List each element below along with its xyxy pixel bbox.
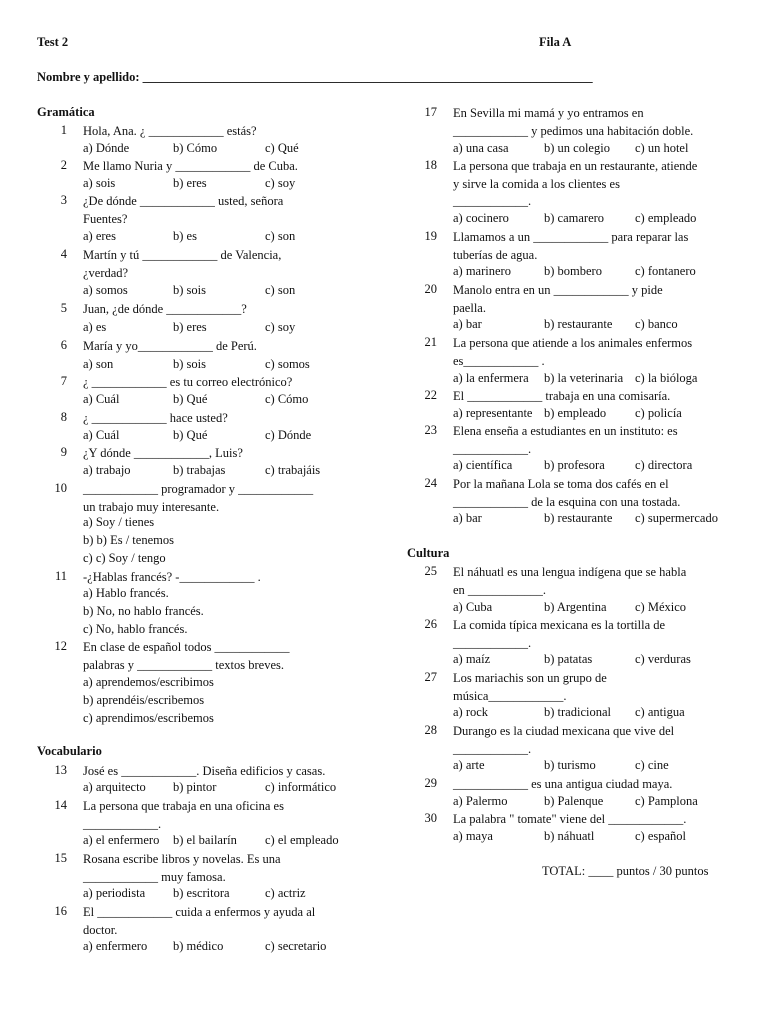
question-text: -¿Hablas francés? -____________ . [83,570,261,584]
question-text: ____________ y pedimos una habitación doble. [453,123,694,138]
question-number: 16 [54,904,67,918]
answer-option[interactable]: b) el bailarín [173,833,237,847]
answer-option[interactable]: a) somos [83,283,128,297]
answer-option[interactable]: a) eres [83,229,116,243]
answer-option[interactable]: c) el empleado [265,833,339,847]
answer-option[interactable]: b) sois [173,357,206,371]
question-text: música____________. [453,688,567,703]
answer-option[interactable]: a) cocinero [453,211,509,225]
answer-option[interactable]: c) Cómo [265,392,309,406]
answer-option[interactable]: b) Qué [173,392,208,406]
answer-option[interactable]: a) enfermero [83,939,148,953]
question-number: 9 [60,445,67,459]
answer-option[interactable]: b) turismo [544,758,596,772]
question-number: 7 [60,374,67,388]
question-text: Los mariachis son un grupo de [453,671,607,685]
answer-option[interactable]: b) b) Es / tenemos [83,532,174,547]
question-text: y sirve la comida a los clientes es [453,176,620,191]
answer-option[interactable]: a) Cuál [83,392,120,406]
answer-option[interactable]: c) Qué [265,141,299,155]
question-text: Durango es la ciudad mexicana que vive del [453,724,675,738]
page-header [37,35,737,51]
question-text: Llamamos a un ____________ para reparar las [453,230,689,244]
answer-option[interactable]: b) escritora [173,886,230,900]
answer-option[interactable]: b) sois [173,283,206,297]
answer-option[interactable]: c) Dónde [265,428,312,442]
question-text: La persona que atiende a los animales enfermos [453,336,693,350]
answer-option[interactable]: c) aprendimos/escribemos [83,710,214,725]
answer-option[interactable]: a) una casa [453,141,509,155]
answer-option[interactable]: a) Cuál [83,428,120,442]
answer-option[interactable]: a) marinero [453,264,511,278]
answer-option[interactable]: b) bombero [544,264,602,278]
question-number: 26 [424,617,437,631]
question-number: 22 [424,388,437,402]
question-text: Me llamo Nuria y ____________ de Cuba. [83,159,298,173]
answer-option[interactable]: a) Dónde [83,141,130,155]
answer-option[interactable]: c) empleado [635,211,697,225]
answer-options [83,586,204,639]
question-text: palabras y ____________ textos breves. [83,657,285,672]
answer-option[interactable]: b) camarero [544,211,605,225]
question-text: El náhuatl es una lengua indígena que se habla [453,565,687,579]
question-text: José es ____________. Diseña edificios y casas. [83,764,326,778]
question-text: ¿De dónde ____________ usted, señora [83,194,284,208]
answer-option[interactable]: a) maya [453,829,493,843]
answer-option[interactable]: b) trabajas [173,463,226,477]
answer-option[interactable]: b) restaurante [544,511,613,525]
answer-option[interactable]: c) somos [265,357,310,371]
answer-option[interactable]: c) actriz [265,886,306,900]
answer-option[interactable]: b) un colegio [544,141,610,155]
question-number: 14 [54,798,67,812]
question-number: 3 [60,193,67,207]
answer-option[interactable]: a) la enfermera [453,371,529,385]
question-text: ¿verdad? [83,265,129,280]
question-number: 5 [60,301,67,315]
answer-option[interactable]: c) fontanero [635,264,696,278]
question-text: María y yo____________ de Perú. [83,339,257,353]
question-text: ____________ de la esquina con una tostada. [453,494,681,509]
answer-option[interactable]: a) aprendemos/escribimos [83,675,214,689]
question-text: un trabajo muy interesante. [83,499,220,514]
answer-option[interactable]: c) trabajáis [265,463,321,477]
question-text: doctor. [83,922,118,937]
answer-option[interactable]: b) patatas [544,652,593,666]
answer-option[interactable]: c) c) Soy / tengo [83,550,166,565]
question-number: 21 [424,335,437,349]
total-score: TOTAL: ____ puntos / 30 puntos [542,864,709,878]
answer-option[interactable]: a) Hablo francés. [83,586,169,600]
answer-option[interactable]: b) restaurante [544,317,613,331]
question-number: 13 [54,763,67,777]
answer-option[interactable]: b) aprendéis/escribemos [83,692,205,707]
question-number: 4 [60,247,67,261]
answer-option[interactable]: a) representante [453,406,533,420]
answer-option[interactable]: a) son [83,357,114,371]
question-text: ____________. [453,194,532,209]
question-text: ____________ programador y ____________ [83,482,314,496]
answer-option[interactable]: c) Pamplona [635,794,698,808]
question-number: 6 [60,338,67,352]
answer-option[interactable]: c) son [265,283,296,297]
answer-option[interactable]: b) empleado [544,406,607,420]
question-text: es____________ . [453,353,545,368]
question-text: ____________. [453,441,532,456]
answer-option[interactable]: a) Cuba [453,600,493,614]
answer-option[interactable]: c) soy [265,320,296,334]
answer-option[interactable]: a) periodista [83,886,146,900]
question-number: 11 [54,569,67,583]
answer-option[interactable]: a) maíz [453,652,491,666]
name-field-line: Nombre y apellido: ________________________________________________________________________ [37,70,593,84]
question-text: Elena enseña a estudiantes en un instituto: es [453,424,678,438]
answer-option[interactable]: b) Cómo [173,141,218,155]
answer-option[interactable]: b) profesora [544,458,605,472]
question-text: ¿ ____________ hace usted? [83,411,228,425]
answer-option[interactable]: c) México [635,600,687,614]
question-text: en ____________. [453,582,547,597]
question-text: La persona que trabaja en un restaurante, atiende [453,159,698,173]
question-number: 20 [424,282,437,296]
question-number: 1 [60,123,67,137]
question-number: 19 [424,229,437,243]
answer-option[interactable]: a) arquitecto [83,780,146,794]
question-number: 24 [424,476,437,490]
question-text: ____________ es una antigua ciudad maya. [453,777,673,791]
question-text: ____________. [453,635,532,650]
answer-options [83,515,174,568]
question-text: paella. [453,300,486,315]
question-text: ¿Y dónde ____________, Luis? [83,446,243,460]
answer-option[interactable]: a) bar [453,317,482,331]
question-number: 15 [54,851,67,865]
answer-option[interactable]: a) arte [453,758,485,772]
question-number: 10 [54,481,67,495]
answer-option[interactable]: a) el enfermero [83,833,160,847]
question-number: 29 [424,776,437,790]
answer-option[interactable]: a) sois [83,176,116,190]
section-cultura: Cultura [407,546,450,560]
question-number: 2 [60,158,67,172]
answer-option[interactable]: b) tradicional [544,705,611,719]
answer-option[interactable]: c) verduras [635,652,691,666]
question-text: La palabra " tomate" viene del ____________. [453,812,687,826]
answer-option[interactable]: c) informático [265,780,337,794]
answer-option[interactable]: b) No, no hablo francés. [83,603,204,618]
question-text: Manolo entra en un ____________ y pide [453,283,663,297]
question-text: Hola, Ana. ¿ ____________ estás? [83,124,257,138]
fila-label: Fila A [539,35,572,49]
question-text: ¿ ____________ es tu correo electrónico? [83,375,293,389]
question-text: Juan, ¿de dónde ____________? [83,302,247,316]
question-text: En Sevilla mi mamá y yo entramos en [453,106,644,120]
question-number: 25 [424,564,437,578]
answer-option[interactable]: b) es [173,229,197,243]
question-text: La persona que trabaja en una oficina es [83,799,284,813]
answer-option[interactable]: a) trabajo [83,463,131,477]
answer-option[interactable]: b) médico [173,939,224,953]
answer-option[interactable]: b) la veterinaria [544,371,624,385]
answer-option[interactable]: c) soy [265,176,296,190]
question-number: 18 [424,158,437,172]
answer-option[interactable]: a) Soy / tienes [83,515,155,529]
question-text: ____________. [453,741,532,756]
question-text: Rosana escribe libros y novelas. Es una [83,852,281,866]
question-text: ____________. [83,816,162,831]
answer-option[interactable]: b) eres [173,176,207,190]
answer-option[interactable]: c) español [635,829,687,843]
question-number: 12 [54,639,67,653]
question-text: tuberías de agua. [453,247,538,262]
answer-option[interactable]: c) directora [635,458,693,472]
question-text: La comida típica mexicana es la tortilla de [453,618,666,632]
answer-option[interactable]: c) secretario [265,939,327,953]
question-number: 27 [424,670,437,684]
question-text: El ____________ cuida a enfermos y ayuda al [83,905,316,919]
answer-options [83,675,214,728]
answer-option[interactable]: b) náhuatl [544,829,595,843]
question-number: 28 [424,723,437,737]
answer-option[interactable]: c) antigua [635,705,685,719]
answer-option[interactable]: b) eres [173,320,207,334]
question-text: Fuentes? [83,211,128,226]
answer-option[interactable]: c) la bióloga [635,371,698,385]
answer-option[interactable]: b) pintor [173,780,217,794]
answer-option[interactable]: b) Argentina [544,600,607,614]
answer-option[interactable]: c) cine [635,758,669,772]
answer-option[interactable]: a) Palermo [453,794,508,808]
answer-option[interactable]: b) Qué [173,428,208,442]
question-text: En clase de español todos ____________ [83,640,290,654]
question-text: Martín y tú ____________ de Valencia, [83,248,282,262]
question-number: 8 [60,410,67,424]
answer-option[interactable]: a) bar [453,511,482,525]
section-gramatica: Gramática [37,105,95,119]
test-title: Test 2 [37,35,69,49]
answer-option[interactable]: b) Palenque [544,794,604,808]
answer-option[interactable]: c) son [265,229,296,243]
answer-option[interactable]: c) un hotel [635,141,689,155]
question-text: ____________ muy famosa. [83,869,226,884]
question-number: 17 [424,105,437,119]
answer-option[interactable]: c) policía [635,406,682,420]
question-text: El ____________ trabaja en una comisaría. [453,389,671,403]
section-vocabulario: Vocabulario [37,744,102,758]
question-text: Por la mañana Lola se toma dos cafés en el [453,477,669,491]
answer-option[interactable]: a) es [83,320,107,334]
question-number: 23 [424,423,437,437]
answer-option[interactable]: c) No, hablo francés. [83,621,188,636]
answer-option[interactable]: c) banco [635,317,678,331]
answer-option[interactable]: c) supermercado [635,511,718,525]
answer-option[interactable]: a) rock [453,705,489,719]
question-number: 30 [424,811,437,825]
answer-option[interactable]: a) científica [453,458,513,472]
